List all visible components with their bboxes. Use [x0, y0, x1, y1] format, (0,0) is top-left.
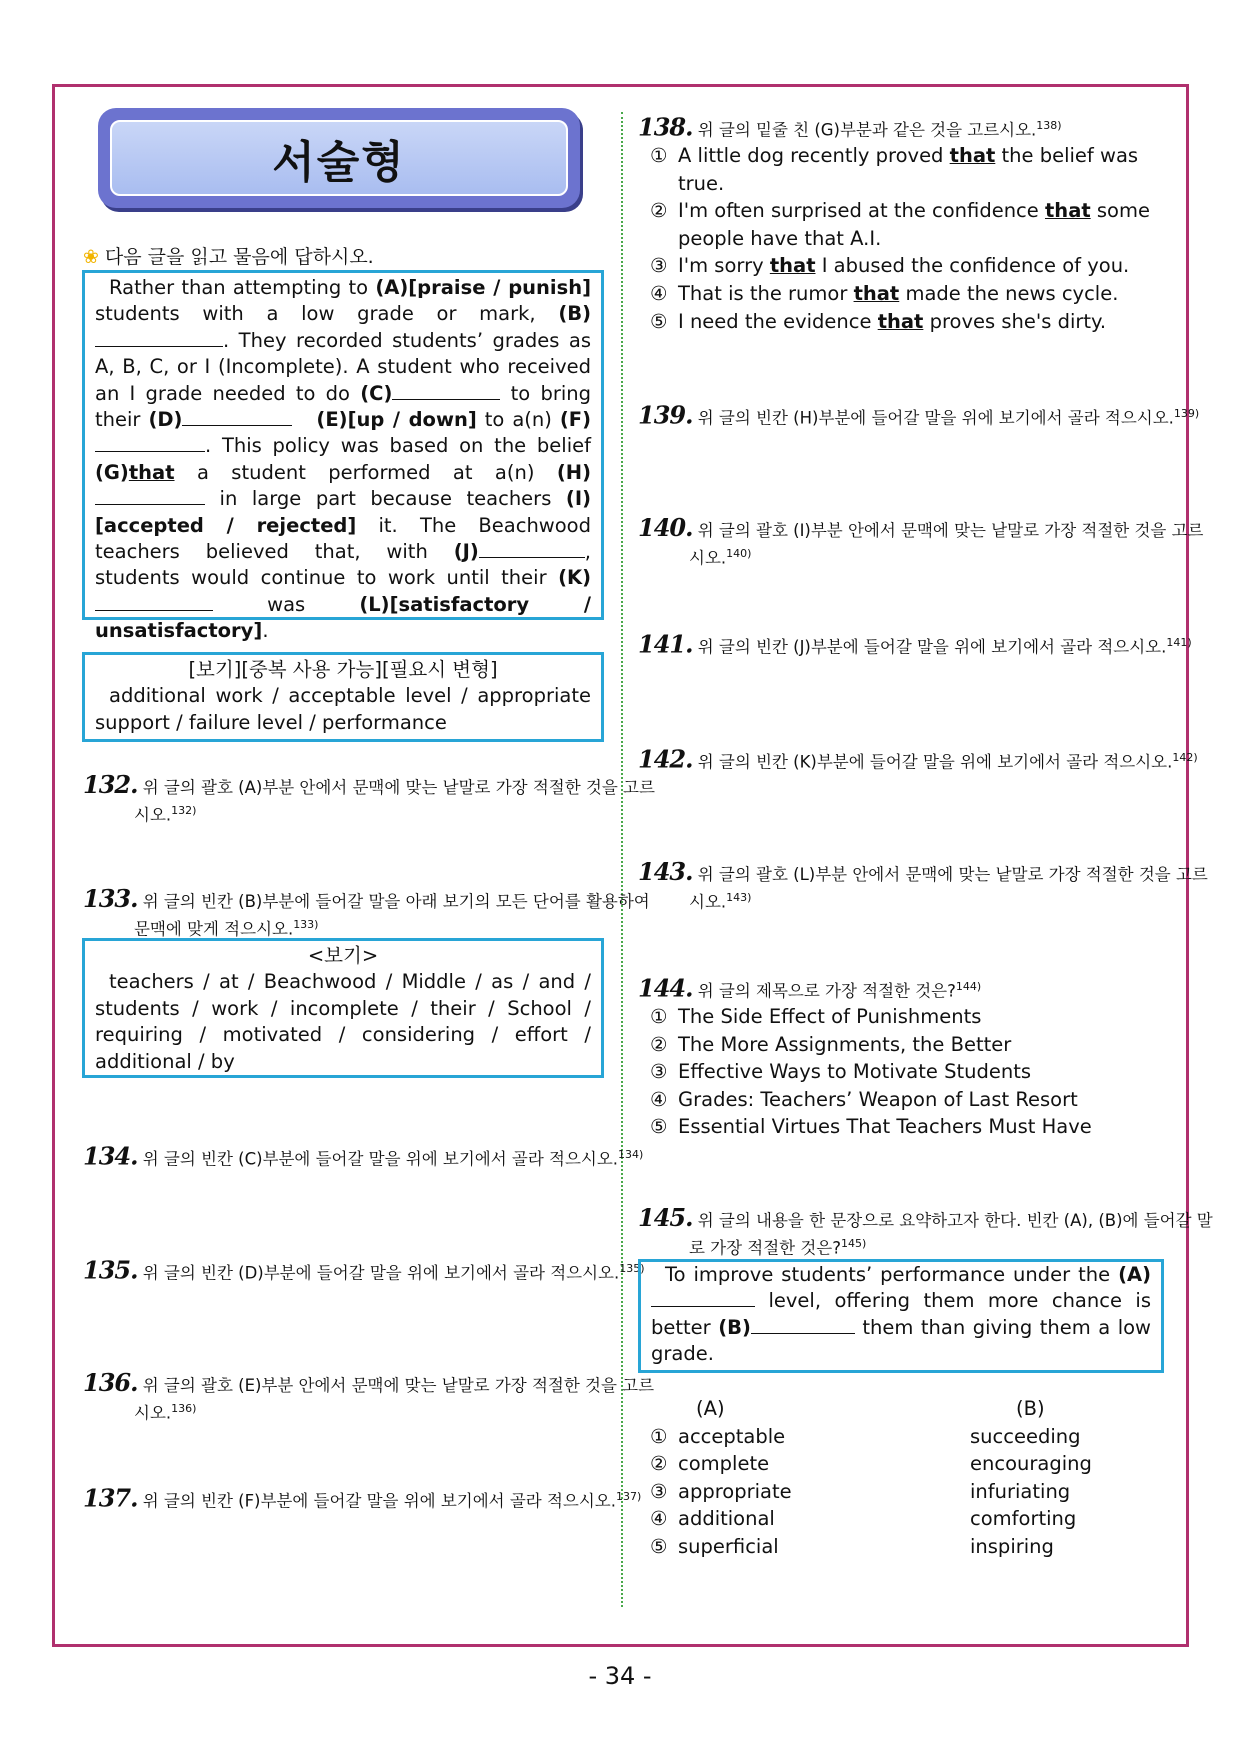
question-134: 134. 위 글의 빈칸 (C)부분에 들어갈 말을 위에 보기에서 골라 적으시오.$^{134)}$ [83, 1141, 644, 1171]
question-142: 142. 위 글의 빈칸 (K)부분에 들어갈 말을 위에 보기에서 골라 적으시오.$^{142)}$ [638, 744, 1198, 774]
question-140: 140. 위 글의 괄호 (I)부분 안에서 문맥에 맞는 낱말로 가장 적절한 것을 고르시오.$^{140)}$ [638, 513, 1204, 568]
word-list-header: <보기> [307, 944, 379, 967]
question-138: 138. 위 글의 밑줄 친 (G)부분과 같은 것을 고르시오.$^{138)}$ [638, 112, 1062, 142]
question-132: 132. 위 글의 괄호 (A)부분 안에서 문맥에 맞는 낱말로 가장 적절한 것을 고르시오.$^{132)}$ [83, 770, 655, 825]
q138-options [650, 142, 1164, 335]
word-bank-box [82, 652, 604, 742]
option[interactable]: ④ That is the rumor that made the news cycle. [650, 281, 1119, 305]
q145-options [650, 1395, 1164, 1561]
page-number: - 34 - [588, 1662, 652, 1690]
reading-passage: Rather than attempting to (A)[praise / punish] students with a low grade or mark, (B). They recorded students’ grades as A, B, C, or I (Incomplete). A student who received an I grade needed to do (C) to bring their (D) (E)[up / down] to a(n) (F). This policy was based on the belief (G)that a student performed at a(n) (H) in large part because teachers (I)[accepted / rejected] it. The Beachwood teachers believed that, with (J) , students would continue to work until their (K) was (L)[satisfactory / unsatisfactory]. [82, 270, 604, 620]
question-135: 135. 위 글의 빈칸 (D)부분에 들어갈 말을 위에 보기에서 골라 적으시오.$^{135)}$ [83, 1255, 645, 1285]
option[interactable]: ⑤ I need the evidence that proves she's dirty. [650, 309, 1107, 333]
question-137: 137. 위 글의 빈칸 (F)부분에 들어갈 말을 위에 보기에서 골라 적으시오.$^{137)}$ [83, 1483, 642, 1513]
option[interactable]: ③ I'm sorry that I abused the confidence of you. [650, 254, 1130, 278]
word-list-words: teachers / at / Beachwood / Middle / as / and / students / work / incomplete / their / School / requiring / motivated / considering / effort / additional / by [95, 970, 591, 1073]
summary-box: To improve students’ performance under the (A) level, offering them more chance is better (B) them than giving them a low grade. [638, 1259, 1164, 1373]
option[interactable]: ④ Grades: Teachers’ Weapon of Last Resort [650, 1087, 1078, 1111]
question-143: 143. 위 글의 괄호 (L)부분 안에서 문맥에 맞는 낱말로 가장 적절한 것을 고르시오.$^{143)}$ [638, 857, 1208, 912]
option[interactable]: ② complete encouraging [650, 1452, 1092, 1476]
question-141: 141. 위 글의 빈칸 (J)부분에 들어갈 말을 위에 보기에서 골라 적으시오.$^{141)}$ [638, 629, 1192, 659]
instruction-text: 다음 글을 읽고 물음에 답하시오. [104, 246, 374, 268]
word-bank-words: additional work / acceptable level / appropriate support / failure level / performance [95, 684, 591, 734]
option[interactable]: ① acceptable succeeding [650, 1424, 1081, 1448]
option[interactable]: ⑤ Essential Virtues That Teachers Must Have [650, 1115, 1092, 1139]
question-139: 139. 위 글의 빈칸 (H)부분에 들어갈 말을 위에 보기에서 골라 적으시오.$^{139)}$ [638, 400, 1200, 430]
instruction [83, 242, 374, 269]
question-136: 136. 위 글의 괄호 (E)부분 안에서 문맥에 맞는 낱말로 가장 적절한 것을 고르시오.$^{136)}$ [83, 1368, 655, 1423]
option[interactable]: ④ additional comforting [650, 1507, 1077, 1531]
option[interactable]: ② The More Assignments, the Better [650, 1032, 1012, 1056]
option[interactable]: ③ Effective Ways to Motivate Students [650, 1060, 1031, 1084]
word-list-box [82, 938, 604, 1078]
word-bank-header: [보기][중복 사용 가능][필요시 변형] [188, 658, 498, 681]
option[interactable]: ⑤ superficial inspiring [650, 1534, 1054, 1558]
q145-header-row: (A) (B) [696, 1397, 1045, 1420]
flower-icon: ❀ [83, 246, 99, 268]
question-133: 133. 위 글의 빈칸 (B)부분에 들어갈 말을 아래 보기의 모든 단어를 활용하여 문맥에 맞게 적으시오.$^{133)}$ [83, 884, 650, 939]
question-144: 144. 위 글의 제목으로 가장 적절한 것은?$^{144)}$ [638, 973, 982, 1003]
section-title: 서술형 [272, 137, 406, 188]
option[interactable]: ① The Side Effect of Punishments [650, 1005, 982, 1028]
option[interactable]: ② I'm often surprised at the confidence that some people have that A.I. [650, 199, 1150, 250]
section-title-badge [98, 108, 580, 208]
option[interactable]: ① A little dog recently proved that the belief was true. [650, 144, 1139, 195]
option[interactable]: ③ appropriate infuriating [650, 1479, 1071, 1503]
q144-options [650, 1003, 1164, 1141]
question-145: 145. 위 글의 내용을 한 문장으로 요약하고자 한다. 빈칸 (A), (B)에 들어갈 말로 가장 적절한 것은?$^{145)}$ [638, 1203, 1213, 1258]
